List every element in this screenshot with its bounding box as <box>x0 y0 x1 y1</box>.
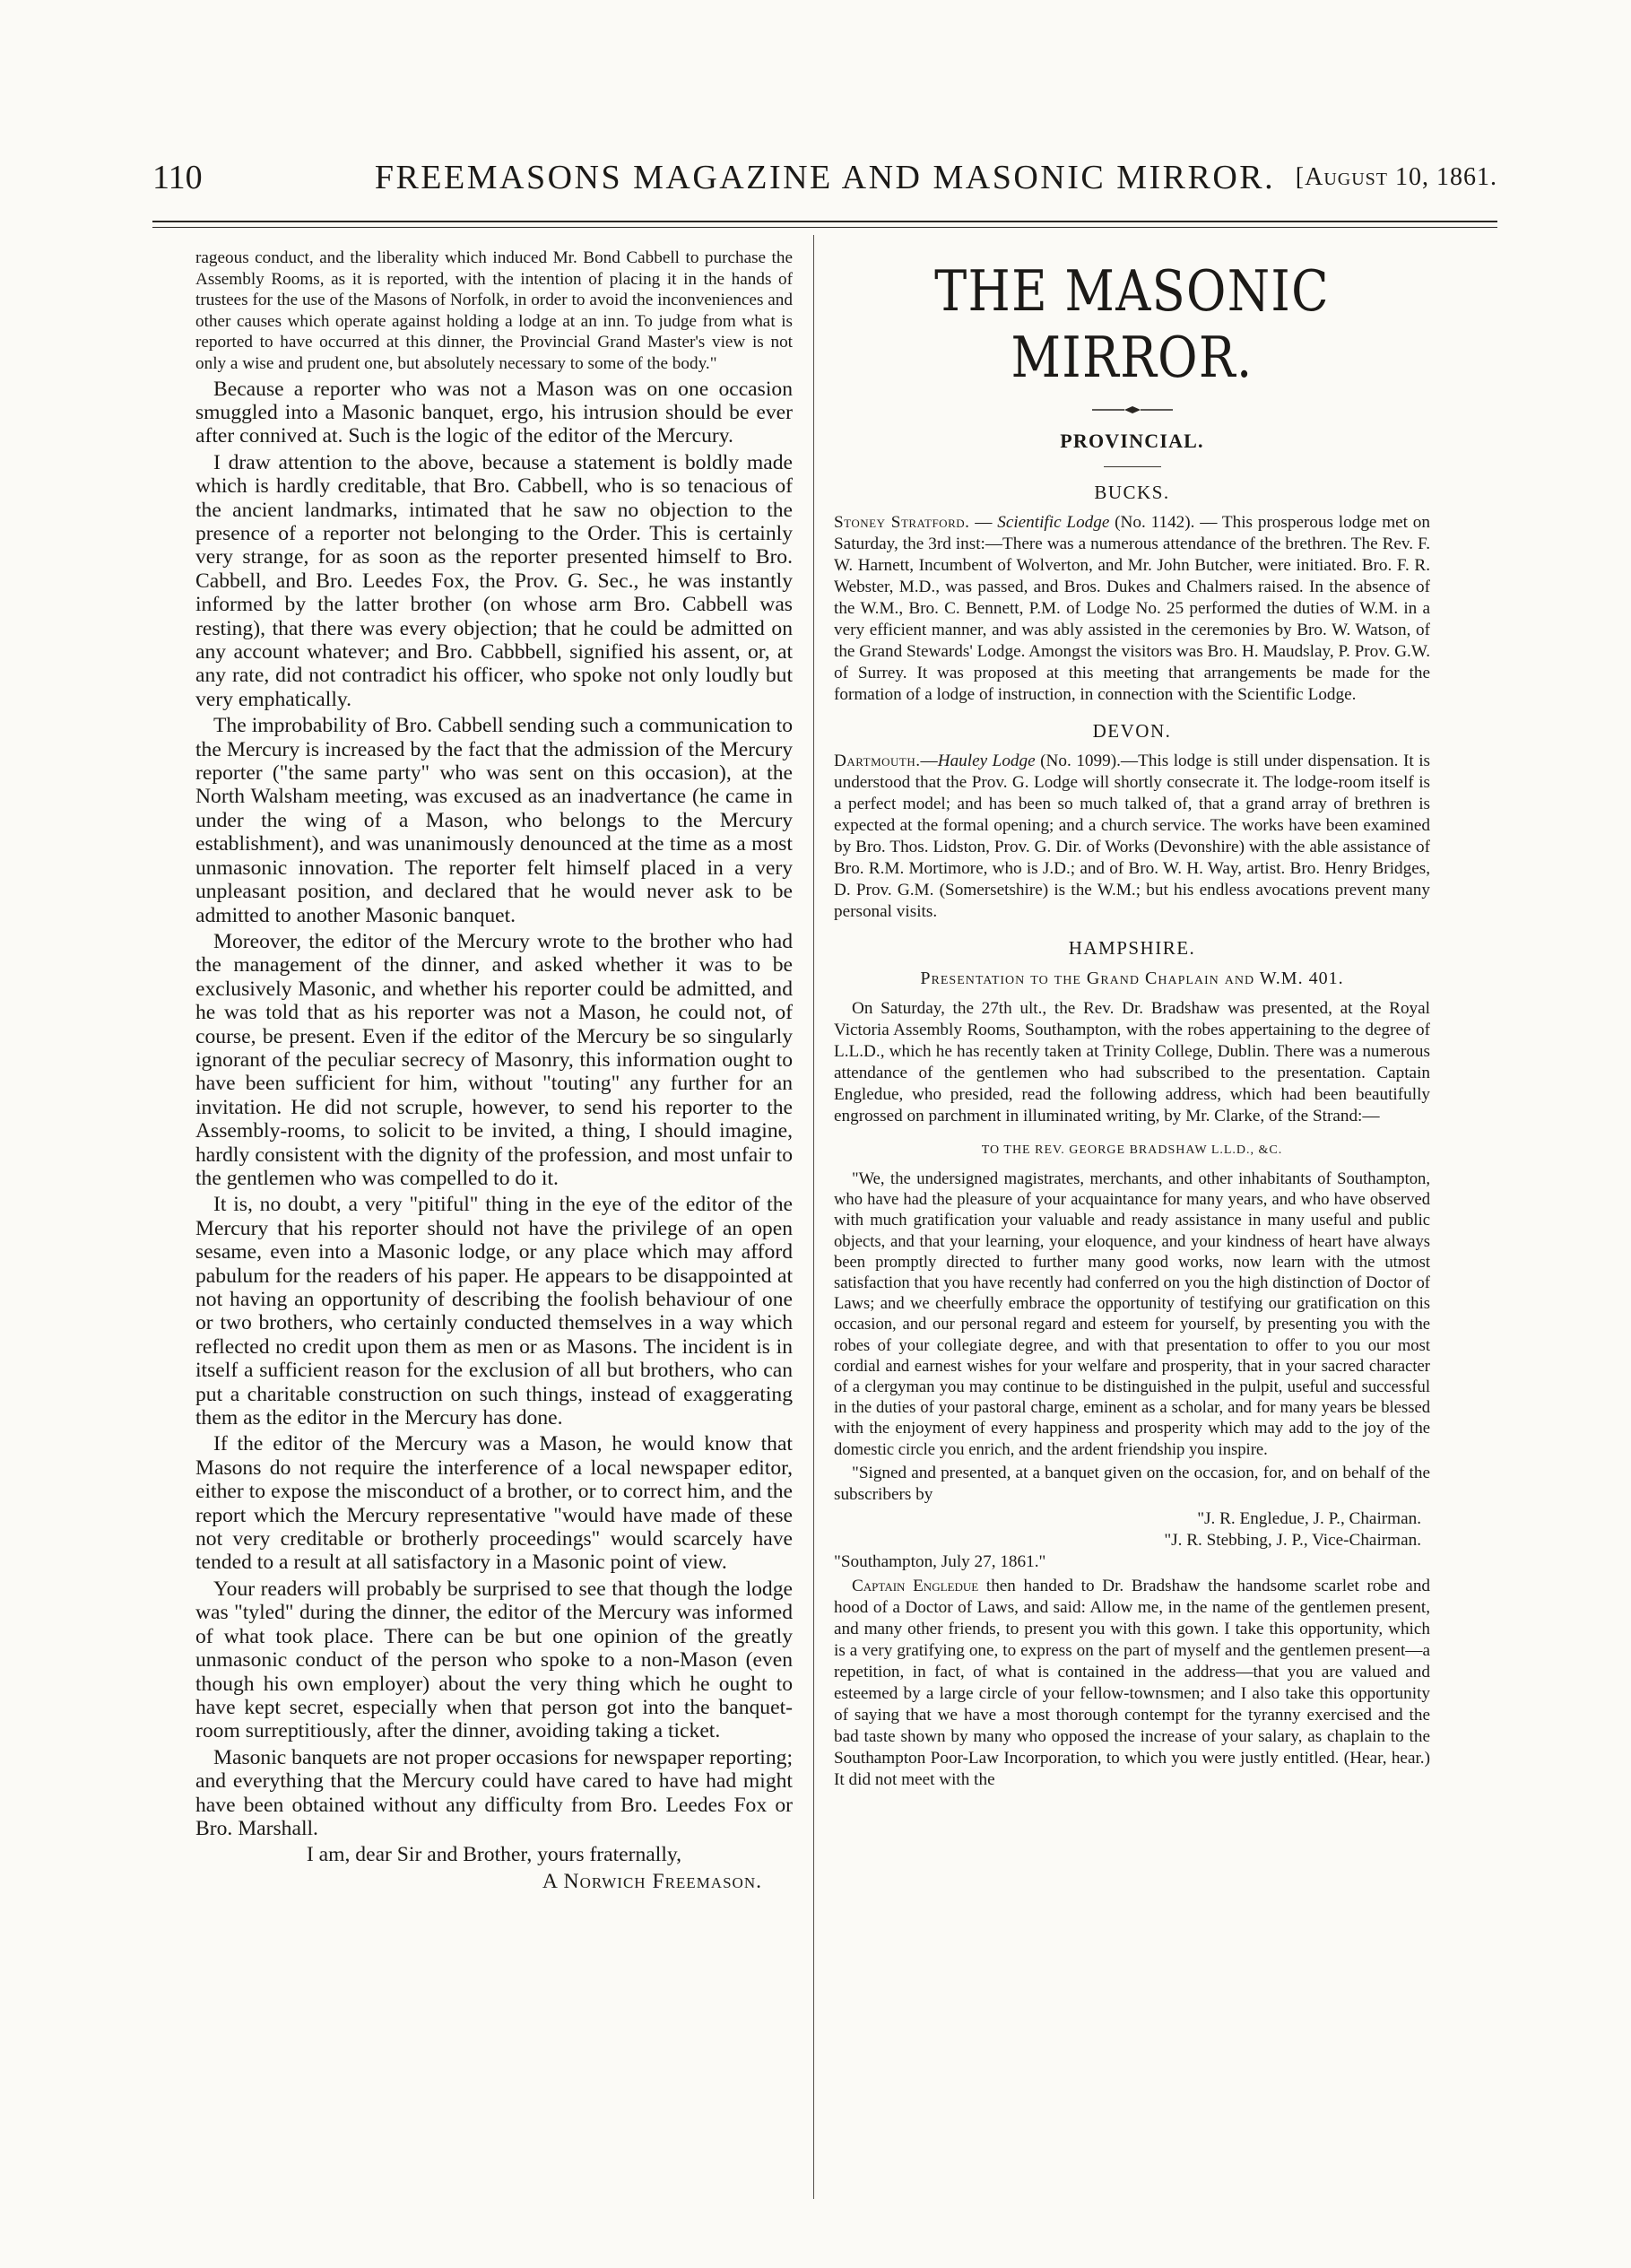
county-heading-devon: DEVON. <box>1092 720 1172 742</box>
header-rule <box>152 221 1497 228</box>
left-column <box>195 248 793 2203</box>
county-heading-hampshire: HAMPSHIRE. <box>1068 937 1196 959</box>
page-number: 110 <box>152 159 203 196</box>
paragraph: If the editor of the Mercury was a Mason, he would know that Masons do not require the interference of a local newspaper editor, either to expose the misconduct of a brother, or to correct him, and the report which the Mercury representative "would have made of these not very creditable or brotherly proceedings" would scarcely have tended to a result at all satisfactory in a Masonic point of view. <box>195 1432 793 1575</box>
column-divider <box>813 235 814 2199</box>
address-date: "Southampton, July 27, 1861." <box>834 1551 1046 1571</box>
paragraph: The improbability of Bro. Cabbell sending such a communication to the Mercury is increased by the fact that the admission of the Mercury reporter ("the same party" who was sent on this occasion), at the North Walsham meeting, was excused as an inadvertance (he came in under the wing of a Mason, who belongs to the Mercury establishment), and was unanimously denounced at the time as a most unmasonic innovation. The reporter felt himself placed in a very unpleasant position, and declared that he would never ask to be admitted to another Masonic banquet. <box>195 714 793 927</box>
paragraph: I draw attention to the above, because a statement is boldly made which is hardly creditable, that Bro. Cabbell, who is so tenacious of the ancient landmarks, intimated that he saw no objection to the presence of a reporter not belonging to the Order. This is certainly very strange, for as soon as the reporter presented himself to Bro. Cabbell, and Bro. Leedes Fox, the Prov. G. Sec., he was instantly informed by the latter brother (on whose arm Bro. Cabbell was resting), that there was every objection; that he could be admitted on any account whatever; and Bro. Cabbbell, signified his assent, or, at any rate, did not contradict his officer, who spoke not only loudly but very emphatically. <box>195 450 793 711</box>
signer-vice-chairman: "J. R. Stebbing, J. P., Vice-Chairman. <box>1164 1530 1421 1550</box>
signed-line: "Signed and presented, at a banquet given on the occasion, for, and on behalf of the subscribers by <box>834 1463 1430 1504</box>
letter-signature: A Norwich Freemason. <box>542 1869 762 1893</box>
county-heading-bucks: BUCKS. <box>1094 482 1170 503</box>
report-bucks: Stoney Stratford. — Scientific Lodge (No. 1142). — This prosperous lodge met on Saturday, the 3rd inst:—There was a numerous attendance of the brethren. The Rev. F. W. Harnett, Incumbent of Wolverton, and Mr. John Butcher, were initiated. Bro. F. R. Webster, M.D., was passed, and Bros. Dukes and Chalmers raised. In the absence of the W.M., Bro. C. Bennett, P.M. of Lodge No. 25 performed the duties of W.M. in a very efficient manner, and was ably assisted in the ceremonies by Bro. W. Watson, of the Grand Stewards' Lodge. Amongst the visitors was Bro. H. Maudslay, P. Prov. G.W. of Surrey. It was proposed at this meeting that arrangements be made for the formation of a lodge of instruction, in connection with the Scientific Lodge. <box>834 513 1430 704</box>
presentation-heading: Presentation to the Grand Chaplain and W.M. 401. <box>920 969 1344 988</box>
continued-paragraph: rageous conduct, and the liberality which induced Mr. Bond Cabbell to purchase the Assembly Rooms, as it is reported, with the intention of placing it in the hands of trustees for the use of the Masons of Norfolk, in order to avoid the inconveniences and other causes which operate against holding a lodge at an inn. To judge from what is reported to have occurred at this dinner, the Provincial Grand Master's view is not only a wise and prudent one, but absolutely necessary to some of the body." <box>195 248 793 373</box>
issue-date: [August 10, 1861. <box>1295 163 1497 191</box>
paragraph: It is, no doubt, a very "pitiful" thing in the eye of the editor of the Mercury that his reporter should not have the privilege of an open sesame, even into a Masonic lodge, or any place which may afford pabulum for the readers of his paper. He appears to be disappointed at not having an opportunity of describing the foolish behaviour of one or two brothers, who certainly conducted themselves in a way which reflected no credit upon them as men or as Masons. The incident is in itself a sufficient reason for the exclusion of all but brothers, who can put a charitable construction on such things, instead of exaggerating them as the editor in the Mercury has done. <box>195 1193 793 1430</box>
address-text: "We, the undersigned magistrates, merchants, and other inhabitants of Southampton, who have had the pleasure of your acquaintance for many years, and who have observed with much gratification your valuable and ready assistance in many useful and public objects, and that your learning, your eloquence, and your kindness of heart have always been promptly directed to further many good works, now learn with the utmost satisfaction that you have recently had conferred on you the high distinction of Doctor of Laws; and we cheerfully embrace the opportunity of testifying our gratification on this occasion, and our personal regard and esteem for yourself, by presenting you with the robes of your collegiate degree, and with that presentation to offer to you our most cordial and earnest wishes for your welfare and prosperity, that in your sacred character of a clergyman you may continue to be distinguished in the pulpit, useful and successful in the duties of your pastoral charge, eminent as a scholar, and for many years be blessed with the enjoyment of every happiness and prosperity which may add to the joy of the domestic circle you enrich, and the ardent friendship you inspire. <box>834 1169 1430 1459</box>
paragraph: Masonic banquets are not proper occasions for newspaper reporting; and everything that the Mercury could have cared to have had might have been obtained without any difficulty from Bro. Leedes Fox or Bro. Marshall. <box>195 1745 793 1840</box>
letter-signoff: I am, dear Sir and Brother, yours fraternally, <box>306 1843 682 1867</box>
right-column <box>834 248 1430 2203</box>
short-rule <box>1104 466 1161 467</box>
running-title: FREEMASONS MAGAZINE AND MASONIC MIRROR. <box>374 159 1276 196</box>
section-heading: PROVINCIAL. <box>1060 430 1204 452</box>
ornament-rule-icon <box>1092 404 1173 416</box>
address-heading: TO THE REV. GEORGE BRADSHAW L.L.D., &C. <box>981 1143 1283 1157</box>
paragraph: Because a reporter who was not a Mason was on one occasion smuggled into a Masonic banquet, ergo, his intrusion should be ever after connived at. Such is the logic of the editor of the Mercury. <box>195 377 793 448</box>
section-title: THE MASONIC MIRROR. <box>934 258 1330 390</box>
closing-paragraph: Captain Engledue then handed to Dr. Bradshaw the handsome scarlet robe and hood of a Doctor of Laws, and said: Allow me, in the name of the gentlemen present, and many other friends, to present you with this gown. I take this opportunity, which is a very gratifying one, to express on the part of myself and the gentlemen present—a repetition, in fact, of what is contained in the address—that you are valued and esteemed by a large circle of your fellow-townsmen; and I also take this opportunity of saying that we have a most thorough contempt for the tyranny exercised and the bad taste shown by many who opposed the increase of your salary, as chaplain to the Southampton Poor-Law Incorporation, to which you were justly entitled. (Hear, hear.) It did not meet with the <box>834 1576 1430 1789</box>
report-devon: Dartmouth.—Hauley Lodge (No. 1099).—This lodge is still under dispensation. It is understood that the Prov. G. Lodge will shortly consecrate it. The lodge-room itself is a perfect model; and has been so much talked of, that a grand array of brethren is expected at the formal opening; and a church service. The works have been examined by Bro. Thos. Lidston, Prov. G. Dir. of Works (Devonshire) with the able assistance of Bro. R.M. Mortimore, who is J.D.; and of Bro. W. H. Way, artist. Bro. Henry Bridges, D. Prov. G.M. (Somersetshire) is the W.M.; but his endless avocations prevent many personal visits. <box>834 752 1430 921</box>
page-header <box>152 158 1497 210</box>
signer-chairman: "J. R. Engledue, J. P., Chairman. <box>1197 1508 1421 1528</box>
paragraph: Your readers will probably be surprised to see that though the lodge was "tyled" during the dinner, the editor of the Mercury was informed of what took place. There can be but one opinion of the greatly unmasonic conduct of the person who spoke to a non-Mason (even though his own employer) about the very thing which he ought to have kept secret, especially when that person got into the banquet-room surreptitiously, after the dinner, avoiding taking a ticket. <box>195 1577 793 1743</box>
paragraph: Moreover, the editor of the Mercury wrote to the brother who had the management of the dinner, and asked whether it was to be exclusively Masonic, and whether his reporter could be admitted, and he was told that as his reporter was not a Mason, he could not, of course, be present. Even if the editor of the Mercury be so singularly ignorant of the peculiar secrecy of Masonry, this information ought to have been sufficient for him, without "touting" any further for an invitation. He did not scruple, however, to send his reporter to the Assembly-rooms, to solicit to be invited, a thing, I should imagine, hardly consistent with the dignity of the profession, and most unfair to the gentlemen who was compelled to do it. <box>195 929 793 1190</box>
presentation-intro: On Saturday, the 27th ult., the Rev. Dr. Bradshaw was presented, at the Royal Victoria Assembly Rooms, Southampton, with the robes appertaining to the degree of L.L.D., which he has recently taken at Trinity College, Dublin. There was a numerous attendance of the gentlemen who had subscribed to the presentation. Captain Engledue, who presided, read the following address, which had been beautifully engrossed on parchment in illuminated writing, by Mr. Clarke, of the Strand:— <box>834 999 1430 1125</box>
